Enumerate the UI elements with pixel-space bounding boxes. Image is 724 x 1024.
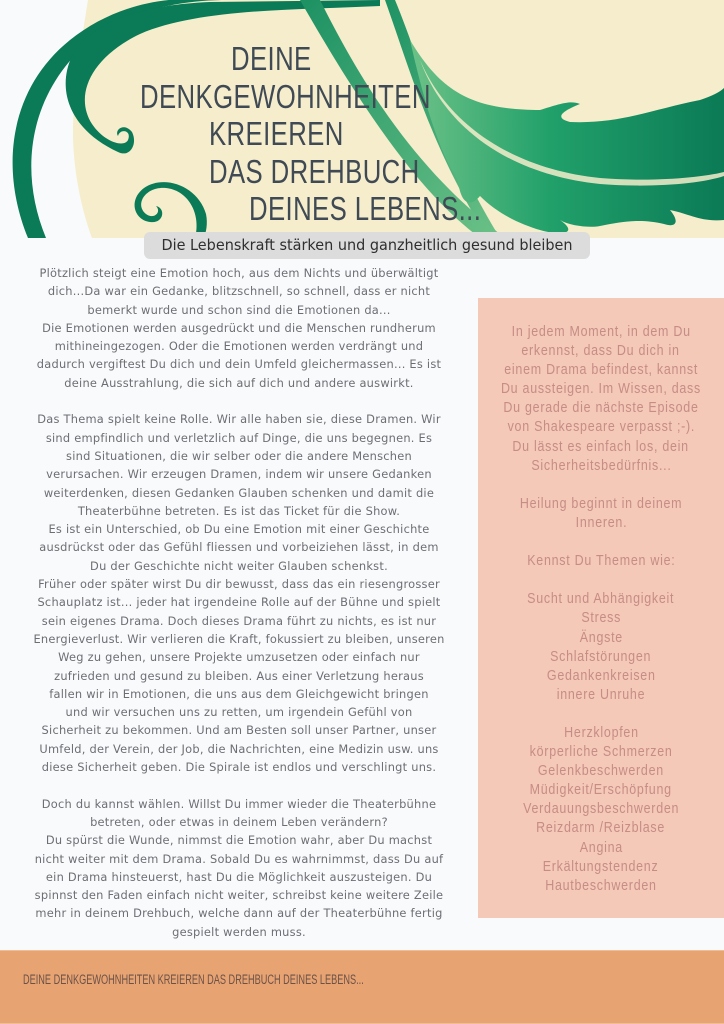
paragraph-line: Energieverlust. Wir verlieren die Kraft, fokussiert zu bleiben, unseren [33, 631, 445, 646]
paragraph-line: Du spürst die Wunde, nimmst die Emotion wahr, aber Du machst [45, 833, 433, 848]
topic-list-item: Gelenkbeschwerden [537, 762, 665, 780]
title-line: KREIEREN [209, 115, 344, 152]
callout-line: erkennst, dass Du dich in [521, 342, 681, 360]
paragraph-line: nicht weiter mit dem Drama. Sobald Du es wahrnimmst, dass Du auf [34, 851, 444, 866]
paragraph-line: Theaterbühne betreten. Es ist das Ticket für die Show. [77, 503, 401, 518]
paragraph-line: fallen wir in Emotionen, die uns aus dem Gleichgewicht bringen [49, 686, 429, 701]
title-line: DENKGEWOHNHEITEN [140, 78, 431, 115]
paragraph-line: zufrieden und gesund zu bleiben. Aus einer Verletzung heraus [54, 668, 424, 683]
paragraph-line: deine Ausstrahlung, die sich auf dich und andere auswirkt. [64, 375, 414, 390]
paragraph-line: Du der Geschichte nicht weiter Glauben schenkst. [90, 558, 388, 573]
paragraph-line: Die Emotionen werden ausgedrückt und die Menschen rundherum [42, 320, 436, 335]
paragraph-line: ein Drama hinsteuerst, hast Du die Möglichkeit auszusteigen. Du [45, 869, 433, 884]
topic-list-item: Gedankenkreisen [546, 666, 656, 684]
paragraph-line: dich...Da war ein Gedanke, blitzschnell, so schnell, dass er nicht [47, 284, 431, 299]
paragraph-line: Früher oder später wirst Du dir bewusst, dass das ein riesengrosser [38, 577, 440, 592]
paragraph-line: verursachen. Wir erzeugen Dramen, indem wir unsere Gedanken [46, 467, 432, 482]
paragraph-line: Sicherheit zu bekommen. Und am Besten soll unser Partner, unser [41, 723, 437, 738]
footer-tagline: DEINE DENKGEWOHNHEITEN KREIEREN DAS DREHBUCH DEINES LEBENS... [23, 972, 364, 987]
callout-gap [478, 475, 724, 494]
paragraph-line: Weg zu gehen, unsere Projekte umzusetzen oder einfach nur [58, 650, 420, 665]
paragraph-line: bemerkt wurde und schon sind die Emotionen da... [87, 302, 391, 317]
topic-list-item: Reizdarm /Reizblase [536, 819, 666, 837]
paragraph-line: Schauplatz ist... jeder hat irgendeine Rolle auf der Bühne und spielt [37, 595, 441, 610]
callout-gap [478, 532, 724, 551]
paragraph-line: Es ist ein Unterschied, ob Du eine Emotion mit einer Geschichte [48, 522, 430, 537]
paragraph-line: betreten, oder etwas in deinem Leben verändern? [90, 814, 388, 829]
callout-line: Du aussteigen. Im Wissen, dass [500, 380, 702, 398]
callout-gap [478, 570, 724, 589]
paragraph-line: sein eigenes Drama. Doch dieses Drama führt zu nichts, es ist nur [41, 613, 437, 628]
topic-list-item: körperliche Schmerzen [529, 743, 673, 761]
paragraph-line: mehr in deinem Drehbuch, welche dann auf der Theaterbühne fertig [35, 906, 443, 921]
paragraph-line: sind Situationen, die wir selber oder die andere Menschen [66, 448, 412, 463]
paragraph-line: Das Thema spielt keine Rolle. Wir alle haben sie, diese Dramen. Wir [37, 412, 441, 427]
topic-list-item: Angina [579, 838, 623, 856]
title-line: DAS DREHBUCH [209, 153, 420, 190]
callout-line: einem Drama befindest, kannst [504, 361, 698, 379]
topic-list-item: Müdigkeit/Erschöpfung [529, 781, 673, 799]
callout-text [478, 322, 724, 895]
paragraph-line: sind empfindlich und verletzlich auf Dinge, die uns begegnen. Es [45, 430, 433, 445]
paragraph-line: mithineingezogen. Oder die Emotionen werden verdrängt und [54, 339, 424, 354]
paragraph-line: Doch du kannst wählen. Willst Du immer wieder die Theaterbühne [41, 796, 437, 811]
topic-list-item: Ängste [579, 628, 623, 646]
callout-line: Inneren. [575, 513, 627, 531]
topic-list-item: Stress [581, 609, 621, 627]
title-line: DEINE [231, 40, 312, 77]
footer-bar [0, 950, 724, 1024]
topic-list-item: Hautbeschwerden [545, 876, 657, 894]
callout-line: Du lässt es einfach los, dein [512, 437, 690, 455]
callout-line: Heilung beginnt in deinem [519, 494, 683, 512]
callout-line: In jedem Moment, in dem Du [511, 323, 691, 340]
topic-list-item: Schlafstörungen [550, 647, 652, 665]
header-banner [0, 0, 724, 238]
topic-list-item: innere Unruhe [556, 685, 646, 703]
subtitle-badge [144, 232, 590, 259]
callout-heading: Kennst Du Themen wie: [526, 552, 676, 570]
paragraph-line: und wir versuchen uns zu retten, um irgendein Gefühl von [65, 705, 413, 720]
callout-gap [478, 704, 724, 723]
paragraph-line: dadurch vergiftest Du dich und dein Umfeld gleichermassen... Es ist [36, 357, 442, 372]
side-callout-panel [478, 298, 724, 918]
topic-list-item: Verdauungsbeschwerden [522, 800, 680, 818]
topic-list-item: Erkältungstendenz [543, 857, 659, 875]
paragraph-line: Plötzlich steigt eine Emotion hoch, aus dem Nichts und überwältigt [39, 266, 439, 280]
callout-line: Sicherheitsbedürfnis... [530, 456, 672, 474]
paragraph-gap [24, 776, 454, 794]
paragraph-line: weiterdenken, diesen Gedanken Glauben schenken und damit die [43, 485, 435, 500]
paragraph-line: Umfeld, der Verein, der Job, die Nachrichten, eine Medizin usw. uns [39, 741, 439, 756]
paragraph-line: gespielt werden muss. [172, 924, 306, 939]
topic-list-item: Sucht und Abhängigkeit [527, 590, 675, 608]
paragraph-line: spinnst den Faden einfach nicht weiter, schreibst keine weitere Zeile [34, 888, 444, 903]
topic-list-item: Herzklopfen [563, 723, 639, 741]
callout-line: von Shakespeare verpasst ;-). [507, 418, 695, 436]
subtitle-text: Die Lebenskraft stärken und ganzheitlich gesund bleiben [161, 236, 573, 254]
paragraph-line: diese Sicherheit geben. Die Spirale ist endlos und verschlingt uns. [41, 760, 437, 775]
callout-line: Du gerade die nächste Episode [503, 399, 699, 417]
page-title [0, 0, 724, 238]
main-article-text [24, 264, 454, 941]
title-line: DEINES LEBENS... [249, 190, 482, 227]
paragraph-gap [24, 392, 454, 410]
paragraph-line: ausdrückst oder das Gefühl fliessen und vorbeiziehen lässt, in dem [39, 540, 439, 555]
